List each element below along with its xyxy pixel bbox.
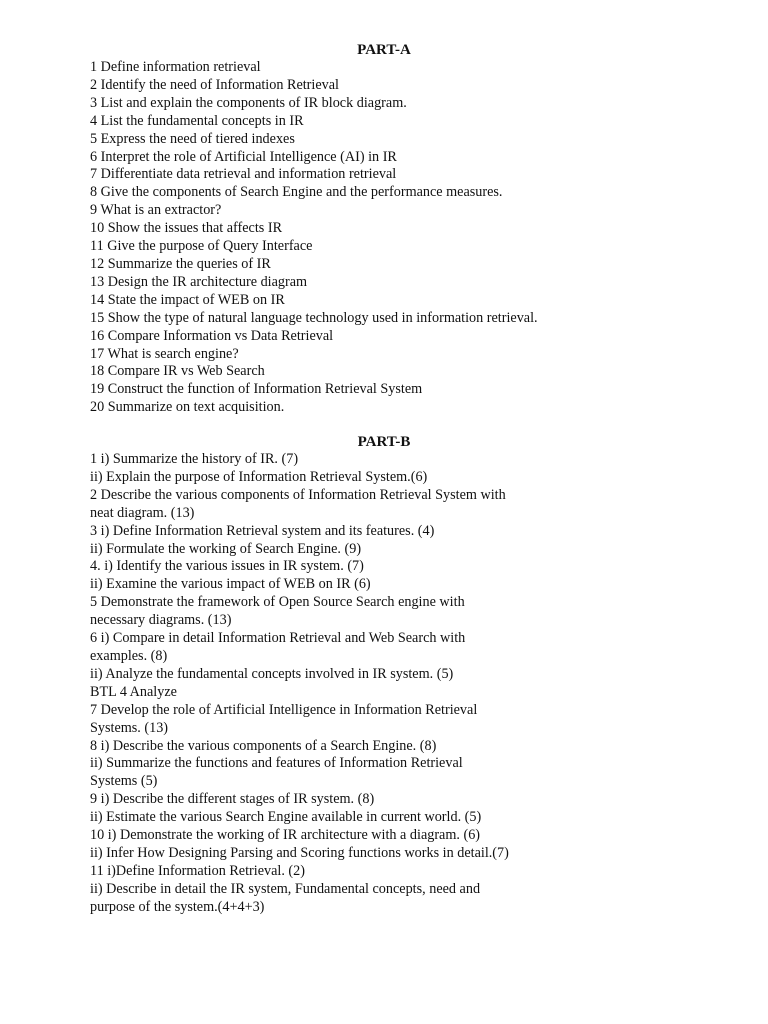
part-b-line: 11 i)Define Information Retrieval. (2) — [90, 862, 305, 879]
part-b-line: purpose of the system.(4+4+3) — [90, 898, 265, 915]
part-a-question-list — [90, 59, 538, 417]
part-a-question: 7 Differentiate data retrieval and information retrieval — [90, 166, 397, 183]
part-b-line: ii) Estimate the various Search Engine available in current world. (5) — [90, 809, 482, 826]
part-b-line: ii) Examine the various impact of WEB on IR (6) — [90, 576, 371, 593]
part-b-line: ii) Infer How Designing Parsing and Scoring functions works in detail.(7) — [90, 844, 509, 861]
part-b-line: ii) Formulate the working of Search Engine. (9) — [90, 540, 362, 557]
part-a-question: 4 List the fundamental concepts in IR — [90, 112, 304, 129]
part-b-line: BTL 4 Analyze — [90, 683, 177, 700]
part-a-question: 17 What is search engine? — [90, 345, 239, 362]
part-a-question: 16 Compare Information vs Data Retrieval — [90, 327, 334, 344]
part-a-question: 3 List and explain the components of IR block diagram. — [90, 94, 407, 111]
part-a-question: 11 Give the purpose of Query Interface — [90, 238, 313, 255]
part-b-heading: PART-B — [357, 434, 411, 450]
part-b-line: ii) Explain the purpose of Information Retrieval System.(6) — [90, 468, 428, 485]
part-b-line: 5 Demonstrate the framework of Open Source Search engine with — [90, 594, 465, 611]
part-a-question: 15 Show the type of natural language technology used in information retrieval. — [90, 309, 538, 326]
part-a-question: 20 Summarize on text acquisition. — [90, 399, 285, 416]
part-a-question: 12 Summarize the queries of IR — [90, 255, 271, 272]
part-a-question: 9 What is an extractor? — [90, 202, 222, 219]
part-b-line: ii) Analyze the fundamental concepts involved in IR system. (5) — [90, 665, 454, 682]
part-b-line: Systems (5) — [90, 773, 158, 790]
part-b-question-list — [90, 451, 509, 917]
part-a-question: 14 State the impact of WEB on IR — [90, 291, 285, 308]
part-b-line: 7 Develop the role of Artificial Intelligence in Information Retrieval — [90, 701, 478, 718]
part-a-heading: PART-A — [357, 42, 411, 58]
part-a-question: 6 Interpret the role of Artificial Intelligence (AI) in IR — [90, 148, 397, 165]
part-b-line: 6 i) Compare in detail Information Retrieval and Web Search with — [90, 630, 466, 647]
part-a-question: 19 Construct the function of Information Retrieval System — [90, 381, 423, 398]
part-a-question: 1 Define information retrieval — [90, 59, 261, 75]
part-b-line: 2 Describe the various components of Information Retrieval System with — [90, 486, 506, 503]
part-b-line: 4. i) Identify the various issues in IR system. (7) — [90, 558, 364, 575]
part-a-question: 8 Give the components of Search Engine and the performance measures. — [90, 184, 503, 201]
part-a-question: 5 Express the need of tiered indexes — [90, 130, 295, 147]
part-b-line: neat diagram. (13) — [90, 504, 195, 521]
part-a-question: 10 Show the issues that affects IR — [90, 220, 283, 237]
part-b-line: 9 i) Describe the different stages of IR system. (8) — [90, 791, 375, 808]
part-a-question: 2 Identify the need of Information Retrieval — [90, 76, 339, 93]
part-b-line: 1 i) Summarize the history of IR. (7) — [90, 451, 299, 467]
part-b-line: 10 i) Demonstrate the working of IR architecture with a diagram. (6) — [90, 827, 481, 844]
part-b-line: necessary diagrams. (13) — [90, 612, 232, 629]
part-b-line: 3 i) Define Information Retrieval system and its features. (4) — [90, 522, 435, 539]
part-b-line: ii) Summarize the functions and features of Information Retrieval — [90, 755, 463, 772]
part-b-line: 8 i) Describe the various components of a Search Engine. (8) — [90, 737, 437, 754]
part-b-line: examples. (8) — [90, 647, 168, 664]
part-a-question: 18 Compare IR vs Web Search — [90, 363, 265, 380]
part-b-line: Systems. (13) — [90, 719, 169, 736]
part-a-question: 13 Design the IR architecture diagram — [90, 273, 308, 290]
part-b-line: ii) Describe in detail the IR system, Fundamental concepts, need and — [90, 880, 481, 897]
